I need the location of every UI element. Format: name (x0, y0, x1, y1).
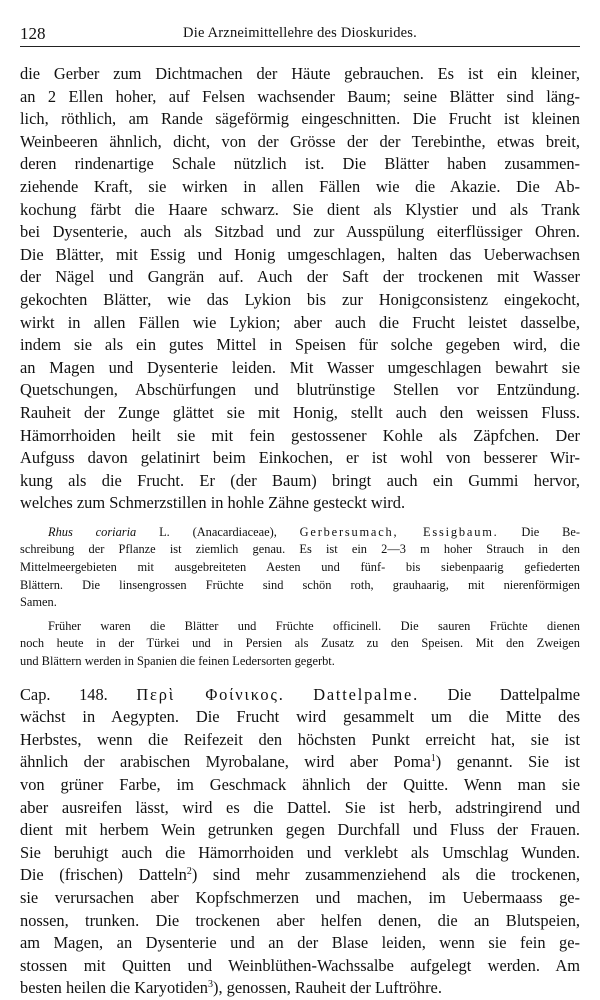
species-family: L. (Anacardiaceae), (136, 524, 300, 539)
text-line: welches zum Schmerzstillen in hohle Zähne gesteckt wird. (20, 493, 406, 513)
text-line: sie verursachen aber Kopfschmerzen und machen, im Uebermaass ge- (20, 887, 580, 907)
note-line (20, 524, 580, 542)
commentary-notes (20, 524, 580, 671)
text-segment: ähnlich der arabischen Myrobalane, wird aber Poma (20, 752, 431, 772)
text-line (20, 751, 580, 774)
text-line: ziehende Kraft, sie wirken in allen Fällen wie die Akazie. Die Ab- (20, 176, 580, 196)
text-segment: besten heilen die Karyotiden (20, 978, 208, 998)
text-line: aber ausreifen lässt, wird es die Dattel. Sie ist herb, adstringirend und (20, 797, 580, 817)
running-title: Die Arzneimittellehre des Dioskurides. (183, 25, 417, 41)
text-line: dient mit herbem Wein getrunken gegen Durchfall und Fluss der Frauen. (20, 820, 580, 840)
text-line: der Nägel und Gangrän auf. Auch der Saft der trockenen mit Wasser (20, 267, 580, 287)
running-header (20, 22, 580, 47)
commentary-note-usage (20, 618, 580, 671)
text-line: Herbstes, wenn die Reifezeit den höchsten Punkt erreicht hat, sie ist (20, 729, 580, 749)
note-line: Früher waren die Blätter und Früchte officinell. Die sauren Früchte dienen (48, 618, 580, 633)
text-line: lich, röthlich, am Rande sägeförmig eingeschnitten. Die Frucht ist kleinen (20, 109, 580, 129)
text-line: bei Dysenterie, auch als Sitzbad und zur Ausspülung eiterflüssiger Ohren. (20, 222, 580, 242)
common-names: Gerbersumach, Essigbaum. (299, 524, 499, 539)
text-line: kochung färbt die Haare schwarz. Sie dient als Klystier und als Trank (20, 199, 580, 219)
text-line: Hämorrhoiden heilt sie mit fein gestossener Kohle als Zäpfchen. Der (20, 425, 580, 445)
text-segment: ) genannt. Sie ist (435, 752, 580, 772)
text-line: stossen mit Quitten und Weinblüthen-Wachssalbe aufgelegt werden. Am (20, 955, 580, 975)
text-line: an 2 Ellen hoher, auf Felsen wachsender Baum; seine Blätter sind läng- (20, 86, 580, 106)
text-line: Die Blätter, mit Essig und Honig umgeschlagen, halten das Ueberwachsen (20, 244, 580, 264)
chapter-greek-title: Περὶ Φοίνικος. (136, 684, 285, 704)
text-line: Rauheit der Zunge glättet sie mit Honig, stellt auch den weissen Fluss. (20, 402, 580, 422)
chapter-heading-line (20, 684, 580, 707)
chapter-german-title: Dattelpalme. (313, 684, 420, 704)
note-line-rest: Die Be- (498, 524, 580, 539)
text-line: am Magen, an Dysenterie und an der Blase leiden, wenn sie fein ge- (20, 933, 580, 953)
text-segment: ) sind mehr zusammenziehend als die trockenen, (191, 865, 580, 885)
note-line: Mittelmeergebieten mit ausgebreiteten Aesten und fünf- bis siebenpaarig gefiederten (20, 560, 580, 575)
text-line: deren rindenartige Schale nützlich ist. Die Blätter haben zusammen- (20, 154, 580, 174)
note-line: Blättern. Die linsengrossen Früchte sind schön roth, grauhaarig, mit nierenförmigen (20, 577, 580, 592)
note-line: Samen. (20, 595, 57, 610)
text-line: von grüner Farbe, im Geschmack ähnlich der Quitte. Wenn man sie (20, 775, 580, 794)
chapter-148 (20, 684, 580, 1000)
footnote-ref: 1 (430, 753, 436, 765)
text-line: Sie beruhigt auch die Hämorrhoiden und verklebt als Umschlag Wunden. (20, 842, 580, 862)
text-line: wächst in Aegypten. Die Frucht wird gesammelt um die Mitte des (20, 707, 580, 727)
species-name: Rhus coriaria (48, 524, 137, 539)
text-segment: Die (frischen) Datteln (20, 865, 187, 885)
main-text (14, 63, 586, 1000)
footnote-ref: 2 (186, 866, 192, 878)
text-segment: ), genossen, Rauheit der Luftröhre. (212, 978, 442, 998)
note-line: und Blättern werden in Spanien die feinen Ledersorten gegerbt. (20, 654, 335, 669)
footnote-ref: 3 (207, 979, 213, 991)
note-line: schreibung der Pflanze ist ziemlich genau. Es ist ein 2—3 m hoher Strauch in den (20, 542, 580, 557)
text-line: Weinbeeren ähnlich, dicht, von der Grösse der der Terebinthe, etwas breit, (20, 131, 580, 151)
text-line: Aufguss davon gelatinirt beim Einkochen, er ist wohl von besserer Wir- (20, 448, 580, 468)
text-line (20, 977, 580, 1000)
text-line: gekochten Blätter, wie das Lykion bis zur Honigconsistenz eingekocht, (20, 289, 580, 309)
text-line: wirkt in allen Fällen wie Lykion; aber auch die Frucht leistet dasselbe, (20, 312, 580, 332)
body-paragraph (20, 63, 580, 515)
text-line: Quetschungen, Abschürfungen und blutrünstige Stellen vor Entzündung. (20, 380, 580, 400)
text-line (20, 864, 580, 887)
text-line: indem sie als ein gutes Mittel in Speisen für solche gegeben wird, die (20, 335, 580, 355)
text-line-rest: Die Dattelpalme (419, 684, 580, 704)
text-line: kung als die Frucht. Er (der Baum) bringt auch ein Gummi hervor, (20, 470, 580, 490)
note-line: noch heute in der Türkei und in Persien als Zusatz zu den Speisen. Mit den Zweigen (20, 636, 580, 651)
text-line: an Magen und Dysenterie leiden. Mit Wasser umgeschlagen bewahrt sie (20, 357, 580, 377)
text-line: nossen, trunken. Die trockenen aber helfen denen, die an Blutspeien, (20, 910, 580, 930)
commentary-note-botany (20, 524, 580, 612)
page-number: 128 (20, 24, 46, 43)
text-line: die Gerber zum Dichtmachen der Häute gebrauchen. Es ist ein kleiner, (20, 64, 580, 83)
chapter-label: Cap. 148. (20, 684, 108, 704)
